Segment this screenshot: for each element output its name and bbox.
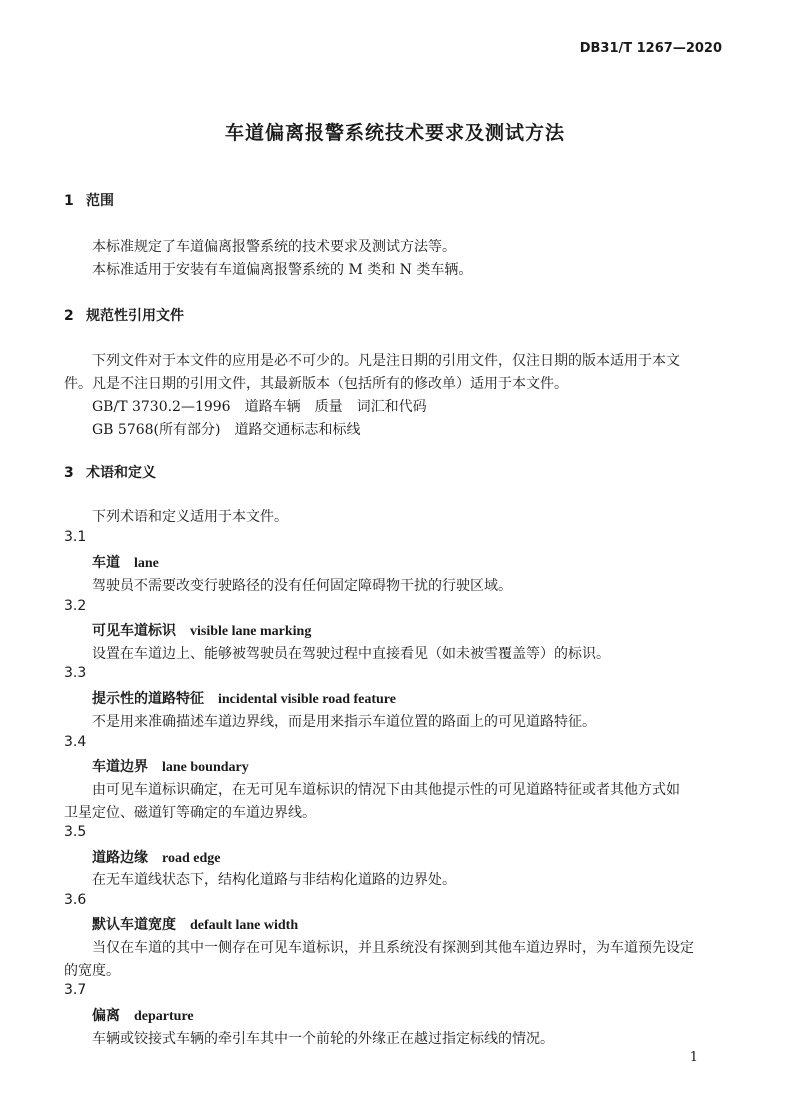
term-definition-continued: 的宽度。 xyxy=(64,963,120,979)
term-definition: 当仅在车道的其中一侧存在可见车道标识，并且系统没有探测到其他车道边界时，为车道预先设定 xyxy=(92,940,694,956)
reference-code: GB 5768(所有部分) xyxy=(92,422,221,438)
term-english: road edge xyxy=(162,851,221,866)
term-chinese: 车道 xyxy=(92,555,120,571)
section-number: 1 xyxy=(64,193,74,209)
term-definition: 不是用来准确描述车道边界线，而是用来指示车道位置的路面上的可见道路特征。 xyxy=(92,714,596,730)
scope-paragraph-2: 本标准适用于安装有车道偏离报警系统的 M 类和 N 类车辆。 xyxy=(92,262,473,278)
section-heading-references xyxy=(64,305,184,325)
term-heading xyxy=(92,1005,194,1025)
scope-paragraph-1: 本标准规定了车道偏离报警系统的技术要求及测试方法等。 xyxy=(92,239,456,255)
term-clause-number: 3.2 xyxy=(64,598,87,614)
term-definition: 设置在车道边上、能够被驾驶员在驾驶过程中直接看见（如未被雪覆盖等）的标识。 xyxy=(92,646,610,662)
page-number: 1 xyxy=(689,1050,698,1065)
term-chinese: 默认车道宽度 xyxy=(92,917,176,933)
term-clause-number: 3.5 xyxy=(64,824,87,840)
term-english: visible lane marking xyxy=(190,624,312,639)
term-heading xyxy=(92,914,298,934)
document-number: DB31/T 1267—2020 xyxy=(579,41,722,56)
document-title: 车道偏离报警系统技术要求及测试方法 xyxy=(224,122,565,144)
section-number: 2 xyxy=(64,308,74,324)
term-heading xyxy=(92,620,311,640)
section-title: 范围 xyxy=(86,193,114,209)
term-english: default lane width xyxy=(190,918,299,933)
term-clause-number: 3.7 xyxy=(64,982,87,998)
section-title: 术语和定义 xyxy=(86,465,156,481)
term-clause-number: 3.6 xyxy=(64,892,87,908)
term-heading xyxy=(92,756,249,776)
term-definition: 在无车道线状态下，结构化道路与非结构化道路的边界处。 xyxy=(92,872,456,888)
term-heading xyxy=(92,688,396,708)
term-english: departure xyxy=(134,1009,194,1024)
reference-name: 道路车辆 质量 词汇和代码 xyxy=(244,399,427,415)
reference-code: GB/T 3730.2—1996 xyxy=(92,399,231,415)
reference-item xyxy=(92,396,427,416)
term-clause-number: 3.3 xyxy=(64,665,87,681)
term-definition: 驾驶员不需要改变行驶路径的没有任何固定障碍物干扰的行驶区域。 xyxy=(92,578,512,594)
term-clause-number: 3.4 xyxy=(64,734,87,750)
term-english: incidental visible road feature xyxy=(218,692,396,707)
terms-intro: 下列术语和定义适用于本文件。 xyxy=(92,509,288,525)
term-chinese: 车道边界 xyxy=(92,759,148,775)
term-heading xyxy=(92,552,159,572)
section-number: 3 xyxy=(64,465,74,481)
term-chinese: 偏离 xyxy=(92,1008,120,1024)
reference-item xyxy=(92,419,360,439)
section-title: 规范性引用文件 xyxy=(86,308,184,324)
references-intro-line-1: 下列文件对于本文件的应用是必不可少的。凡是注日期的引用文件，仅注日期的版本适用于本文 xyxy=(92,353,680,369)
term-chinese: 道路边缘 xyxy=(92,850,148,866)
term-definition: 车辆或铰接式车辆的牵引车其中一个前轮的外缘正在越过指定标线的情况。 xyxy=(92,1031,554,1047)
term-chinese: 可见车道标识 xyxy=(92,623,176,639)
section-heading-scope xyxy=(64,190,114,210)
term-clause-number: 3.1 xyxy=(64,529,87,545)
term-heading xyxy=(92,847,220,867)
term-definition: 由可见车道标识确定，在无可见车道标识的情况下由其他提示性的可见道路特征或者其他方式如 xyxy=(92,782,680,798)
reference-name: 道路交通标志和标线 xyxy=(234,422,361,438)
term-english: lane xyxy=(134,556,159,571)
term-english: lane boundary xyxy=(162,760,249,775)
term-chinese: 提示性的道路特征 xyxy=(92,691,204,707)
references-intro-line-2: 件。凡是不注日期的引用文件，其最新版本（包括所有的修改单）适用于本文件。 xyxy=(64,376,568,392)
section-heading-terms xyxy=(64,462,156,482)
term-definition-continued: 卫星定位、磁道钉等确定的车道边界线。 xyxy=(64,805,316,821)
